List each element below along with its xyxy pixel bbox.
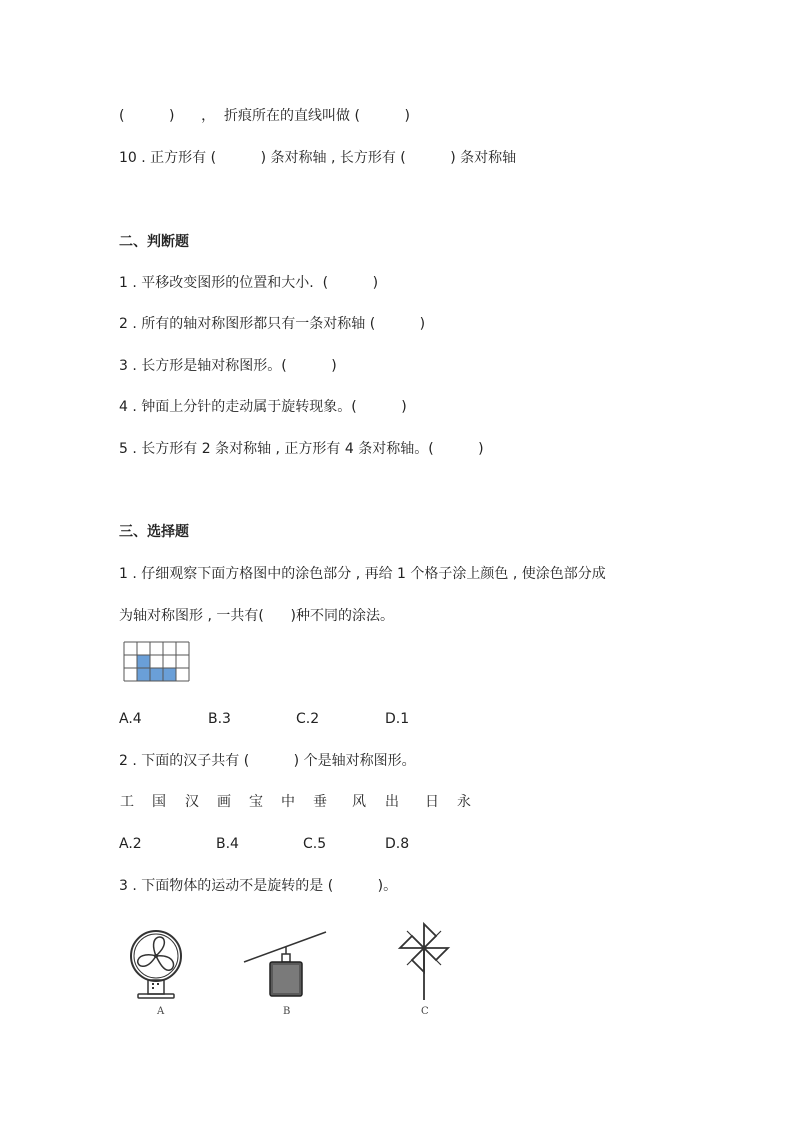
fill-line-fold-crease: ( ) ， 折痕所在的直线叫做 ( ) [119, 108, 410, 124]
judgement-item-1: 1 . 平移改变图形的位置和大小. ( ) [119, 275, 379, 291]
figure-label-a: A [157, 1006, 165, 1017]
choice-q1-line1: 1 . 仔细观察下面方格图中的涂色部分 , 再给 1 个格子涂上颜色 , 使涂色部分成 [119, 566, 606, 582]
judgement-item-5: 5 . 长方形有 2 条对称轴 , 正方形有 4 条对称轴。( ) [119, 441, 484, 457]
char-feng: 风 [352, 794, 366, 810]
cable-car-figure [240, 928, 332, 1002]
judgement-item-3: 3 . 长方形是轴对称图形。( ) [119, 358, 337, 374]
q1-option-c: C.2 [296, 711, 320, 727]
char-han: 汉 [185, 794, 199, 810]
choice-q3-text: 3 . 下面物体的运动不是旋转的是 ( )。 [119, 878, 398, 894]
q2-option-a: A.2 [119, 836, 142, 852]
section-2-heading: 二、判断题 [119, 234, 189, 250]
choice-q1-line2: 为轴对称图形 , 一共有( )种不同的涂法。 [119, 608, 394, 624]
q2-option-b: B.4 [216, 836, 239, 852]
char-gong: 工 [120, 794, 134, 810]
choice-q2-text: 2 . 下面的汉子共有 ( ) 个是轴对称图形。 [119, 753, 416, 769]
char-yong: 永 [457, 794, 471, 810]
q1-option-d: D.1 [385, 711, 410, 727]
shaded-cell [137, 655, 150, 668]
shaded-grid-figure [122, 641, 192, 695]
electric-fan-figure [128, 926, 188, 1000]
figure-label-b: B [283, 1006, 291, 1017]
char-chu: 出 [385, 794, 399, 810]
char-hua: 画 [217, 794, 231, 810]
q2-option-d: D.8 [385, 836, 410, 852]
char-zhong: 中 [281, 794, 295, 810]
shaded-cell [163, 668, 176, 681]
pinwheel-figure [396, 920, 452, 1002]
question-10-symmetry-axes: 10 . 正方形有 ( ) 条对称轴 , 长方形有 ( ) 条对称轴 [119, 150, 517, 166]
char-chui: 垂 [313, 794, 327, 810]
char-bao: 宝 [249, 794, 263, 810]
judgement-item-4: 4 . 钟面上分针的走动属于旋转现象。( ) [119, 399, 407, 415]
section-3-heading: 三、选择题 [119, 524, 189, 540]
char-guo: 国 [152, 794, 166, 810]
q2-option-c: C.5 [303, 836, 327, 852]
figure-label-c: C [421, 1006, 429, 1017]
q1-option-b: B.3 [208, 711, 231, 727]
char-ri: 日 [425, 794, 439, 810]
shaded-cell [137, 668, 150, 681]
q1-option-a: A.4 [119, 711, 142, 727]
shaded-cell [150, 668, 163, 681]
judgement-item-2: 2 . 所有的轴对称图形都只有一条对称轴 ( ) [119, 316, 426, 332]
